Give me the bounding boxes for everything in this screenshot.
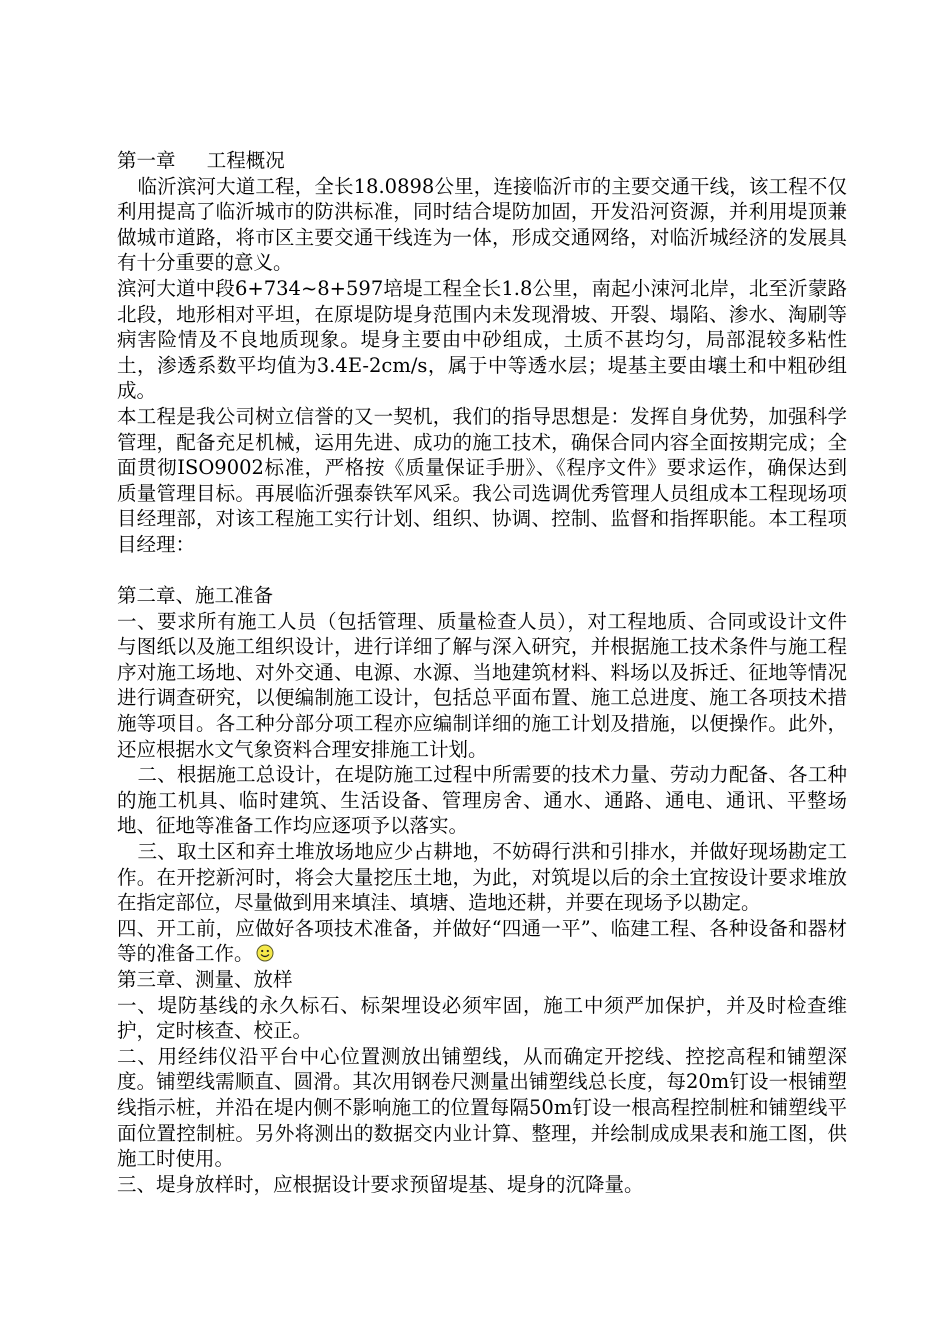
chapter2-heading: 第二章、施工准备 [117,584,274,608]
document-page [117,148,847,1197]
chapter1-paragraph-1: 临沂滨河大道工程，全长18.0898公里，连接临沂市的主要交通干线，该工程不仅利用提高了临沂城市的防洪标准，同时结合堤防加固，开发沿河资源，并利用堤顶兼做城市道路，将市区主要交通干线连为一体，形成交通网络，对临沂城经济的发展具有十分重要的意义。 [117,174,847,275]
chapter2-paragraph-4 [117,916,847,967]
chapter2-paragraph-4-text: 四、开工前，应做好各项技术准备，并做好“四通一平”、临建工程、各种设备和器材等的准备工作。 [117,916,847,966]
chapter3-paragraph-3: 三、堤身放样时，应根据设计要求预留堤基、堤身的沉降量。 [117,1172,644,1196]
chapter3-paragraph-2: 二、用经纬仪沿平台中心位置测放出铺塑线，从而确定开挖线、控挖高程和铺塑深度。铺塑线需顺直、圆滑。其次用钢卷尺测量出铺塑线总长度，每20m钉设一根铺塑线指示桩，并沿在堤内侧不影响施工的位置每隔50m钉设一根高程控制桩和铺塑线平面位置控制桩。另外将测出的数据交内业计算、整理，并绘制成成果表和施工图，供施工时使用。 [117,1044,847,1171]
chapter2-paragraph-3: 三、取土区和弃土堆放场地应少占耕地，不妨碍行洪和引排水，并做好现场勘定工作。在开挖新河时，将会大量挖压土地，为此，对筑堤以后的余土宜按设计要求堆放在指定部位，尽量做到用来填洼、填塘、造地还耕，并要在现场予以勘定。 [117,840,847,915]
chapter1-heading [117,148,847,174]
chapter1-paragraph-2: 滨河大道中段6+734~8+597培堤工程全长1.8公里，南起小涑河北岸，北至沂蒙路北段，地形相对平坦，在原堤防堤身范围内未发现滑坡、开裂、塌陷、渗水、淘刷等病害险情及不良地质现象。堤身主要由中砂组成，土质不甚均匀，局部混较多粘性土，渗透系数平均值为3.4E-2cm/s，属于中等透水层；堤基主要由壤土和中粗砂组成。 [117,276,847,403]
chapter2-paragraph-2: 二、根据施工总设计，在堤防施工过程中所需要的技术力量、劳动力配备、各工种的施工机具、临时建筑、生活设备、管理房舍、通水、通路、通电、通讯、平整场地、征地等准备工作均应逐项予以落实。 [117,763,847,838]
chapter1-title: 工程概况 [206,149,285,172]
chapter3-paragraph-1: 一、堤防基线的永久标石、标架埋设必须牢固，施工中须严加保护，并及时检查维护，定时核查、校正。 [117,993,847,1043]
chapter3-heading: 第三章、测量、放样 [117,968,293,991]
chapter1-paragraph-3: 本工程是我公司树立信誉的又一契机，我们的指导思想是：发挥自身优势，加强科学管理，配备充足机械，运用先进、成功的施工技术，确保合同内容全面按期完成；全面贯彻ISO9002标准，严格按《质量保证手册》、《程序文件》要求运作，确保达到质量管理目标。再展临沂强泰铁军风采。我公司选调优秀管理人员组成本工程现场项目经理部，对该工程施工实行计划、组织、协调、控制、监督和指挥职能。本工程项目经理： [117,404,847,556]
blank-line [117,558,847,584]
chapter2-paragraph-1: 一、要求所有施工人员（包括管理、质量检查人员），对工程地质、合同或设计文件与图纸以及施工组织设计，进行详细了解与深入研究，并根据施工技术条件与施工程序对施工场地、对外交通、电源、水源、当地建筑材料、料场以及拆迁、征地等情况进行调查研究，以便编制施工设计，包括总平面布置、施工总进度、施工各项技术措施等项目。各工种分部分项工程亦应编制详细的施工计划及措施，以便操作。此外，还应根据水文气象资料合理安排施工计划。 [117,609,847,761]
chapter1-number: 第一章 [117,149,176,172]
smiley-icon [256,944,274,962]
